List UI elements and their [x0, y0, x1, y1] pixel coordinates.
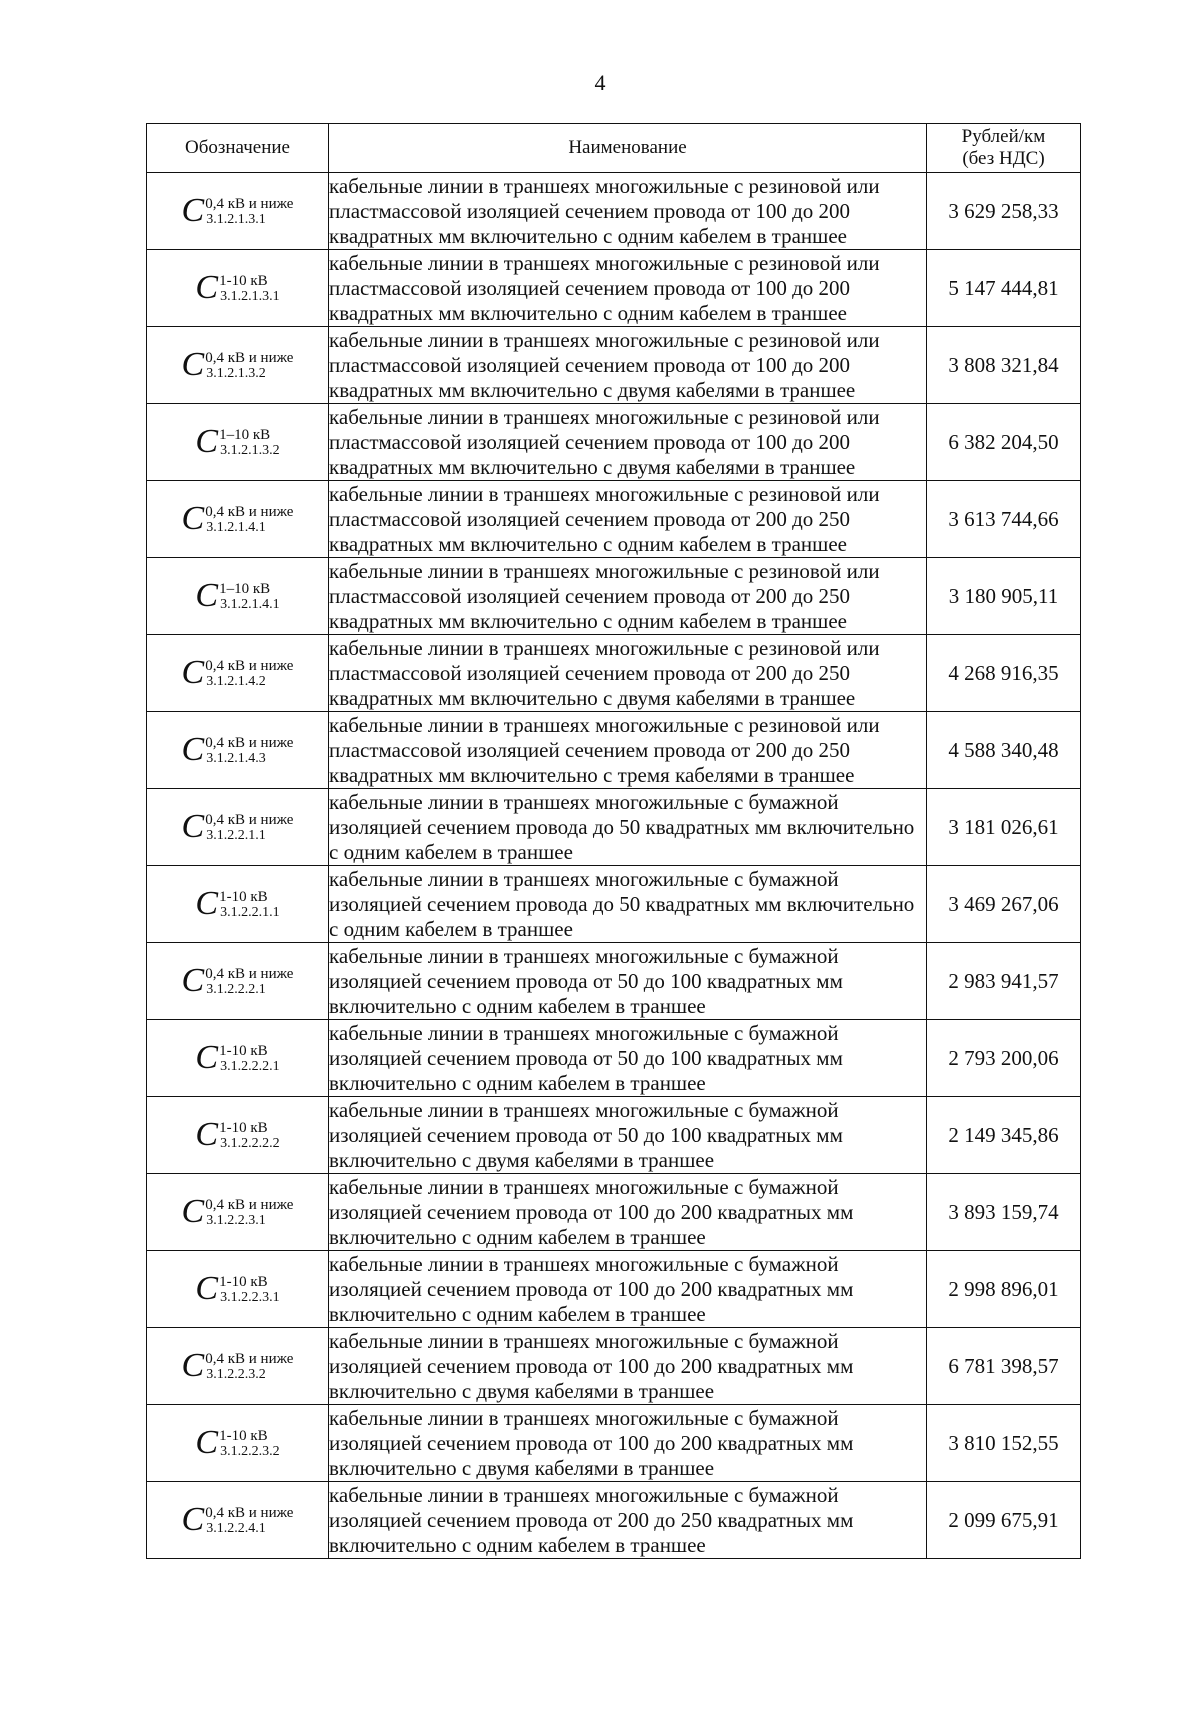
designation-indices — [219, 581, 280, 612]
designation-cell — [147, 789, 329, 866]
code-subscript: 3.1.2.2.4.1 — [206, 1520, 266, 1536]
designation-letter: C — [195, 1039, 219, 1076]
designation-symbol — [182, 810, 294, 844]
name-cell: кабельные линии в траншеях многожильные с резиновой или пластмассовой изоляцией сечением провода от 200 до 250 квадратных мм включительно с одним кабелем в траншее — [329, 558, 927, 635]
price-cell: 3 810 152,55 — [927, 1405, 1081, 1482]
price-cell: 4 588 340,48 — [927, 712, 1081, 789]
designation-cell — [147, 558, 329, 635]
name-cell: кабельные линии в траншеях многожильные с бумажной изоляцией сечением провода до 50 квадратных мм включительно с одним кабелем в траншее — [329, 789, 927, 866]
designation-cell — [147, 1405, 329, 1482]
price-cell: 5 147 444,81 — [927, 250, 1081, 327]
designation-indices — [205, 1351, 293, 1382]
header-name: Наименование — [329, 124, 927, 173]
table-header-row — [147, 124, 1081, 173]
designation-letter: C — [195, 577, 219, 614]
designation-indices — [219, 1120, 280, 1151]
designation-cell — [147, 1097, 329, 1174]
header-price-vat-note: (без НДС) — [962, 148, 1045, 169]
designation-cell — [147, 250, 329, 327]
designation-letter: C — [181, 346, 205, 383]
table-row — [147, 1174, 1081, 1251]
voltage-superscript: 0,4 кВ и ниже — [205, 734, 294, 751]
table-row — [147, 1020, 1081, 1097]
voltage-superscript: 1–10 кВ — [219, 580, 271, 597]
table-row — [147, 1328, 1081, 1405]
name-cell: кабельные линии в траншеях многожильные с резиновой или пластмассовой изоляцией сечением провода от 200 до 250 квадратных мм включительно с двумя кабелями в траншее — [329, 635, 927, 712]
header-designation: Обозначение — [147, 124, 329, 173]
table-row — [147, 866, 1081, 943]
name-cell: кабельные линии в траншеях многожильные с резиновой или пластмассовой изоляцией сечением провода от 100 до 200 квадратных мм включительно с одним кабелем в траншее — [329, 250, 927, 327]
price-cell: 3 808 321,84 — [927, 327, 1081, 404]
table-row — [147, 1097, 1081, 1174]
voltage-superscript: 1-10 кВ — [219, 888, 268, 905]
name-cell: кабельные линии в траншеях многожильные с резиновой или пластмассовой изоляцией сечением провода от 100 до 200 квадратных мм включительно с двумя кабелями в траншее — [329, 404, 927, 481]
designation-indices — [219, 427, 280, 458]
designation-indices — [205, 350, 293, 381]
name-cell: кабельные линии в траншеях многожильные с резиновой или пластмассовой изоляцией сечением провода от 100 до 200 квадратных мм включительно с двумя кабелями в траншее — [329, 327, 927, 404]
price-cell: 3 893 159,74 — [927, 1174, 1081, 1251]
voltage-superscript: 1-10 кВ — [219, 272, 268, 289]
table-row — [147, 558, 1081, 635]
price-cell: 3 629 258,33 — [927, 173, 1081, 250]
price-cell: 6 781 398,57 — [927, 1328, 1081, 1405]
name-cell: кабельные линии в траншеях многожильные с бумажной изоляцией сечением провода от 50 до 100 квадратных мм включительно с одним кабелем в траншее — [329, 1020, 927, 1097]
designation-cell — [147, 712, 329, 789]
header-price-unit: Рублей/км — [961, 126, 1046, 147]
voltage-superscript: 0,4 кВ и ниже — [205, 965, 294, 982]
designation-cell — [147, 173, 329, 250]
designation-cell — [147, 327, 329, 404]
price-cell: 3 181 026,61 — [927, 789, 1081, 866]
voltage-superscript: 0,4 кВ и ниже — [205, 1504, 294, 1521]
code-subscript: 3.1.2.1.3.1 — [206, 211, 266, 227]
designation-symbol — [182, 348, 294, 382]
code-subscript: 3.1.2.1.3.2 — [220, 442, 280, 458]
voltage-superscript: 0,4 кВ и ниже — [205, 1350, 294, 1367]
code-subscript: 3.1.2.1.4.2 — [206, 673, 266, 689]
table-row — [147, 1482, 1081, 1559]
code-subscript: 3.1.2.1.4.3 — [206, 750, 266, 766]
designation-letter: C — [181, 1347, 205, 1384]
designation-symbol — [195, 1041, 279, 1075]
name-cell: кабельные линии в траншеях многожильные с бумажной изоляцией сечением провода от 100 до 200 квадратных мм включительно с одним кабелем в траншее — [329, 1174, 927, 1251]
designation-letter: C — [195, 885, 219, 922]
designation-indices — [205, 966, 293, 997]
voltage-superscript: 1-10 кВ — [219, 1119, 268, 1136]
designation-cell — [147, 1020, 329, 1097]
voltage-superscript: 0,4 кВ и ниже — [205, 503, 294, 520]
price-cell: 3 180 905,11 — [927, 558, 1081, 635]
designation-letter: C — [181, 192, 205, 229]
name-cell: кабельные линии в траншеях многожильные с бумажной изоляцией сечением провода от 50 до 100 квадратных мм включительно с двумя кабелями в траншее — [329, 1097, 927, 1174]
table-row — [147, 1251, 1081, 1328]
voltage-superscript: 0,4 кВ и ниже — [205, 349, 294, 366]
name-cell: кабельные линии в траншеях многожильные с резиновой или пластмассовой изоляцией сечением провода от 100 до 200 квадратных мм включительно с одним кабелем в траншее — [329, 173, 927, 250]
tariff-table — [146, 123, 1081, 1559]
designation-indices — [219, 1274, 280, 1305]
designation-cell — [147, 1328, 329, 1405]
page-number: 4 — [594, 70, 606, 95]
designation-symbol — [182, 502, 294, 536]
code-subscript: 3.1.2.1.4.1 — [206, 519, 266, 535]
designation-indices — [219, 1428, 280, 1459]
code-subscript: 3.1.2.1.4.1 — [220, 596, 280, 612]
voltage-superscript: 1-10 кВ — [219, 1042, 268, 1059]
price-cell: 2 793 200,06 — [927, 1020, 1081, 1097]
voltage-superscript: 0,4 кВ и ниже — [205, 811, 294, 828]
designation-cell — [147, 1251, 329, 1328]
voltage-superscript: 1-10 кВ — [219, 1427, 268, 1444]
designation-symbol — [195, 271, 279, 305]
designation-letter: C — [195, 1424, 219, 1461]
designation-cell — [147, 1174, 329, 1251]
voltage-superscript: 0,4 кВ и ниже — [205, 195, 294, 212]
table-row — [147, 481, 1081, 558]
name-cell: кабельные линии в траншеях многожильные с бумажной изоляцией сечением провода от 100 до 200 квадратных мм включительно с двумя кабелями в траншее — [329, 1405, 927, 1482]
name-cell: кабельные линии в траншеях многожильные с бумажной изоляцией сечением провода от 50 до 100 квадратных мм включительно с одним кабелем в траншее — [329, 943, 927, 1020]
designation-cell — [147, 635, 329, 712]
code-subscript: 3.1.2.2.1.1 — [206, 827, 266, 843]
designation-letter: C — [195, 1116, 219, 1153]
designation-symbol — [182, 1195, 294, 1229]
code-subscript: 3.1.2.2.3.2 — [220, 1443, 280, 1459]
table-row — [147, 943, 1081, 1020]
designation-indices — [219, 273, 280, 304]
designation-letter: C — [195, 1270, 219, 1307]
price-cell: 6 382 204,50 — [927, 404, 1081, 481]
table-row — [147, 635, 1081, 712]
price-cell: 2 983 941,57 — [927, 943, 1081, 1020]
voltage-superscript: 1-10 кВ — [219, 1273, 268, 1290]
table-row — [147, 250, 1081, 327]
table-row — [147, 173, 1081, 250]
designation-symbol — [182, 656, 294, 690]
designation-cell — [147, 866, 329, 943]
designation-symbol — [182, 1503, 294, 1537]
code-subscript: 3.1.2.2.3.2 — [206, 1366, 266, 1382]
price-cell: 2 998 896,01 — [927, 1251, 1081, 1328]
designation-indices — [205, 735, 293, 766]
price-cell: 3 469 267,06 — [927, 866, 1081, 943]
name-cell: кабельные линии в траншеях многожильные с бумажной изоляцией сечением провода от 100 до 200 квадратных мм включительно с двумя кабелями в траншее — [329, 1328, 927, 1405]
header-price — [927, 124, 1081, 173]
code-subscript: 3.1.2.2.3.1 — [206, 1212, 266, 1228]
designation-indices — [205, 1505, 293, 1536]
designation-symbol — [195, 887, 279, 921]
voltage-superscript: 1–10 кВ — [219, 426, 271, 443]
designation-symbol — [195, 425, 279, 459]
name-cell: кабельные линии в траншеях многожильные с резиновой или пластмассовой изоляцией сечением провода от 200 до 250 квадратных мм включительно с одним кабелем в траншее — [329, 481, 927, 558]
designation-symbol — [195, 1426, 279, 1460]
designation-cell — [147, 404, 329, 481]
designation-indices — [205, 504, 293, 535]
code-subscript: 3.1.2.2.2.1 — [206, 981, 266, 997]
designation-indices — [205, 658, 293, 689]
designation-letter: C — [181, 1193, 205, 1230]
designation-indices — [205, 812, 293, 843]
voltage-superscript: 0,4 кВ и ниже — [205, 1196, 294, 1213]
price-cell: 2 149 345,86 — [927, 1097, 1081, 1174]
designation-letter: C — [181, 731, 205, 768]
designation-symbol — [195, 1118, 279, 1152]
price-cell: 3 613 744,66 — [927, 481, 1081, 558]
designation-indices — [205, 196, 293, 227]
code-subscript: 3.1.2.1.3.2 — [206, 365, 266, 381]
code-subscript: 3.1.2.2.3.1 — [220, 1289, 280, 1305]
name-cell: кабельные линии в траншеях многожильные с бумажной изоляцией сечением провода от 100 до 200 квадратных мм включительно с одним кабелем в траншее — [329, 1251, 927, 1328]
designation-indices — [205, 1197, 293, 1228]
designation-symbol — [182, 733, 294, 767]
price-cell: 4 268 916,35 — [927, 635, 1081, 712]
designation-cell — [147, 1482, 329, 1559]
voltage-superscript: 0,4 кВ и ниже — [205, 657, 294, 674]
designation-letter: C — [181, 1501, 205, 1538]
designation-letter: C — [181, 654, 205, 691]
table-row — [147, 404, 1081, 481]
code-subscript: 3.1.2.1.3.1 — [220, 288, 280, 304]
name-cell: кабельные линии в траншеях многожильные с бумажной изоляцией сечением провода от 200 до 250 квадратных мм включительно с одним кабелем в траншее — [329, 1482, 927, 1559]
code-subscript: 3.1.2.2.2.2 — [220, 1135, 280, 1151]
table-row — [147, 327, 1081, 404]
designation-cell — [147, 943, 329, 1020]
designation-letter: C — [181, 962, 205, 999]
designation-symbol — [182, 964, 294, 998]
code-subscript: 3.1.2.2.2.1 — [220, 1058, 280, 1074]
table-row — [147, 712, 1081, 789]
name-cell: кабельные линии в траншеях многожильные с резиновой или пластмассовой изоляцией сечением провода от 200 до 250 квадратных мм включительно с тремя кабелями в траншее — [329, 712, 927, 789]
designation-symbol — [195, 579, 279, 613]
table-row — [147, 1405, 1081, 1482]
designation-symbol — [195, 1272, 279, 1306]
table-body — [147, 173, 1081, 1559]
designation-cell — [147, 481, 329, 558]
designation-letter: C — [181, 808, 205, 845]
designation-letter: C — [195, 269, 219, 306]
designation-symbol — [182, 1349, 294, 1383]
price-cell: 2 099 675,91 — [927, 1482, 1081, 1559]
table-row — [147, 789, 1081, 866]
designation-letter: C — [181, 500, 205, 537]
designation-symbol — [182, 194, 294, 228]
name-cell: кабельные линии в траншеях многожильные с бумажной изоляцией сечением провода до 50 квадратных мм включительно с одним кабелем в траншее — [329, 866, 927, 943]
code-subscript: 3.1.2.2.1.1 — [220, 904, 280, 920]
designation-indices — [219, 1043, 280, 1074]
designation-letter: C — [195, 423, 219, 460]
designation-indices — [219, 889, 280, 920]
